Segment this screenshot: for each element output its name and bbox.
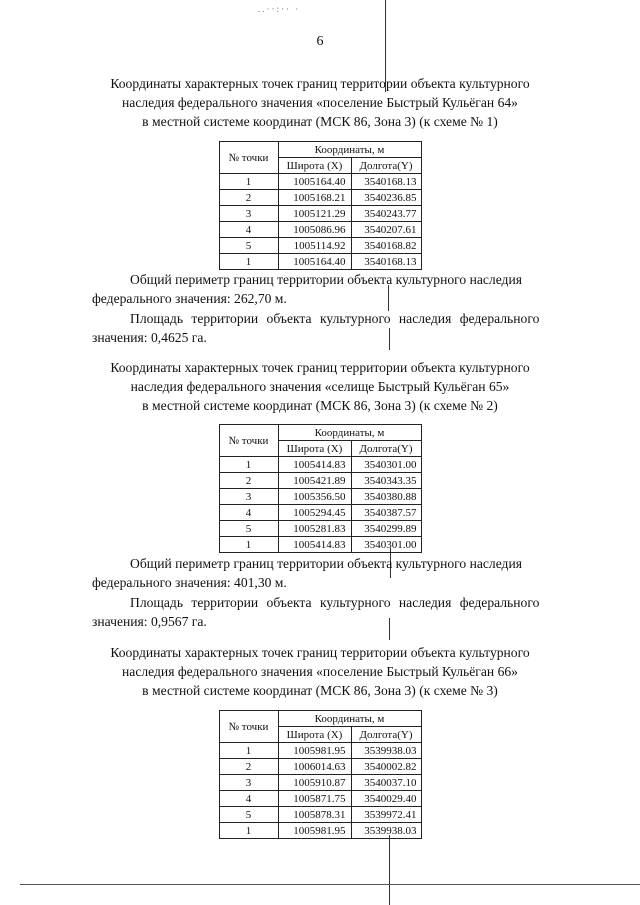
table-row [219, 759, 421, 775]
header-latitude: Широта (X) [278, 441, 351, 457]
section-heading-line: в местной системе координат (МСК 86, Зона 3) (к схеме № 3) [142, 683, 498, 698]
header-point-number: № точки [219, 711, 278, 743]
area-text: значения: 0,9567 га. [92, 614, 207, 629]
table-row [219, 489, 421, 505]
scan-line-footer [20, 884, 640, 885]
cell-longitude: 3540037.10 [351, 775, 421, 791]
header-longitude: Долгота(Y) [351, 727, 421, 743]
cell-point: 2 [219, 759, 278, 775]
cell-latitude: 1005121.29 [278, 206, 351, 222]
cell-longitude: 3540387.57 [351, 505, 421, 521]
cell-latitude: 1005356.50 [278, 489, 351, 505]
perimeter-text: федерального значения: 262,70 м. [92, 291, 287, 306]
cell-longitude: 3540207.61 [351, 222, 421, 238]
cell-point: 2 [219, 190, 278, 206]
table-row [219, 537, 421, 553]
section-heading-line: в местной системе координат (МСК 86, Зона 3) (к схеме № 2) [142, 398, 498, 413]
cell-point: 5 [219, 238, 278, 254]
header-coordinates: Координаты, м [278, 142, 421, 158]
table-row [219, 505, 421, 521]
perimeter-text: федерального значения: 401,30 м. [92, 575, 287, 590]
cell-point: 3 [219, 489, 278, 505]
page-number: 6 [316, 34, 324, 49]
cell-latitude: 1005086.96 [278, 222, 351, 238]
header-latitude: Широта (X) [278, 158, 351, 174]
cell-latitude: 1005910.87 [278, 775, 351, 791]
cell-point: 1 [219, 823, 278, 839]
cell-latitude: 1005871.75 [278, 791, 351, 807]
table-header-row [219, 425, 421, 441]
cell-latitude: 1005414.83 [278, 537, 351, 553]
header-longitude: Долгота(Y) [351, 158, 421, 174]
coordinates-table-1-wrap [0, 141, 640, 270]
cell-latitude: 1006014.63 [278, 759, 351, 775]
table-header-row [219, 142, 421, 158]
cell-longitude: 3540380.88 [351, 489, 421, 505]
cell-point: 1 [219, 457, 278, 473]
header-latitude: Широта (X) [278, 727, 351, 743]
cell-point: 2 [219, 473, 278, 489]
cell-latitude: 1005421.89 [278, 473, 351, 489]
perimeter-text: Общий периметр границ территории объекта культурного наследия [130, 272, 523, 287]
table-row [219, 222, 421, 238]
cell-longitude: 3540236.85 [351, 190, 421, 206]
section-heading-line: в местной системе координат (МСК 86, Зона 3) (к схеме № 1) [142, 114, 498, 129]
table-row [219, 238, 421, 254]
cell-latitude: 1005281.83 [278, 521, 351, 537]
area-text: Площадь территории объекта культурного наследия федерального [130, 595, 540, 610]
section-heading-line: наследия федерального значения «селище Быстрый Кульёган 65» [130, 379, 510, 394]
cell-point: 5 [219, 807, 278, 823]
scan-line-mid-4 [389, 618, 390, 640]
table-row [219, 743, 421, 759]
header-point-number: № точки [219, 142, 278, 174]
cell-longitude: 3540029.40 [351, 791, 421, 807]
section-heading-line: наследия федерального значения «поселение Быстрый Кульёган 66» [122, 664, 518, 679]
cell-longitude: 3539972.41 [351, 807, 421, 823]
table-row [219, 521, 421, 537]
cell-point: 4 [219, 791, 278, 807]
cell-point: 1 [219, 254, 278, 270]
scan-marks: ..··:·· · [258, 4, 301, 14]
scan-line-bottom [389, 835, 390, 905]
area-text: значения: 0,4625 га. [92, 330, 207, 345]
cell-latitude: 1005981.95 [278, 823, 351, 839]
section-heading-line: Координаты характерных точек границ территории объекта культурного [110, 645, 530, 660]
cell-point: 1 [219, 743, 278, 759]
cell-longitude: 3540343.35 [351, 473, 421, 489]
cell-latitude: 1005164.40 [278, 254, 351, 270]
cell-point: 4 [219, 505, 278, 521]
section-heading-line: Координаты характерных точек границ территории объекта культурного [110, 76, 530, 91]
cell-latitude: 1005981.95 [278, 743, 351, 759]
cell-longitude: 3540168.13 [351, 174, 421, 190]
header-longitude: Долгота(Y) [351, 441, 421, 457]
cell-point: 3 [219, 206, 278, 222]
coordinates-table [219, 710, 422, 839]
table-row [219, 775, 421, 791]
cell-point: 4 [219, 222, 278, 238]
cell-longitude: 3540168.13 [351, 254, 421, 270]
coordinates-table [219, 424, 422, 553]
table-row [219, 174, 421, 190]
table-header-row [219, 711, 421, 727]
cell-latitude: 1005294.45 [278, 505, 351, 521]
cell-latitude: 1005164.40 [278, 174, 351, 190]
cell-longitude: 3539938.03 [351, 823, 421, 839]
cell-point: 1 [219, 174, 278, 190]
cell-longitude: 3539938.03 [351, 743, 421, 759]
cell-latitude: 1005878.31 [278, 807, 351, 823]
section-heading-line: наследия федерального значения «поселение Быстрый Кульёган 64» [122, 95, 518, 110]
table-row [219, 791, 421, 807]
table-row [219, 473, 421, 489]
section-3 [0, 643, 640, 700]
coordinates-table-3-wrap [0, 710, 640, 839]
cell-latitude: 1005414.83 [278, 457, 351, 473]
table-row [219, 206, 421, 222]
section-1 [0, 74, 640, 131]
cell-longitude: 3540243.77 [351, 206, 421, 222]
table-row [219, 807, 421, 823]
header-coordinates: Координаты, м [278, 711, 421, 727]
table-row [219, 823, 421, 839]
cell-point: 5 [219, 521, 278, 537]
perimeter-text: Общий периметр границ территории объекта культурного наследия [130, 556, 523, 571]
scan-line-mid-2 [389, 328, 390, 350]
table-row [219, 190, 421, 206]
header-point-number: № точки [219, 425, 278, 457]
cell-longitude: 3540168.82 [351, 238, 421, 254]
scan-line-mid-1 [388, 285, 389, 311]
cell-longitude: 3540299.89 [351, 521, 421, 537]
cell-point: 1 [219, 537, 278, 553]
area-text: Площадь территории объекта культурного наследия федерального [130, 311, 540, 326]
header-coordinates: Координаты, м [278, 425, 421, 441]
cell-latitude: 1005114.92 [278, 238, 351, 254]
section-heading-line: Координаты характерных точек границ территории объекта культурного [110, 360, 530, 375]
cell-latitude: 1005168.21 [278, 190, 351, 206]
section-2 [0, 358, 640, 415]
cell-longitude: 3540301.00 [351, 537, 421, 553]
coordinates-table-2-wrap [0, 424, 640, 553]
table-row [219, 457, 421, 473]
cell-longitude: 3540301.00 [351, 457, 421, 473]
table-row [219, 254, 421, 270]
coordinates-table [219, 141, 422, 270]
cell-longitude: 3540002.82 [351, 759, 421, 775]
cell-point: 3 [219, 775, 278, 791]
